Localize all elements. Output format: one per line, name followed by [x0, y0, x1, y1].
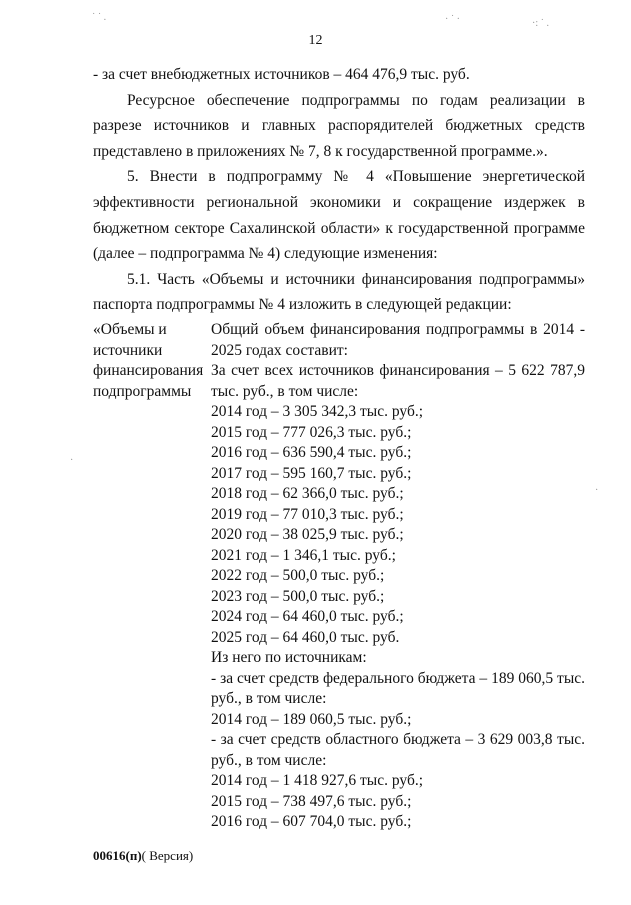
footer-code: 00616(п): [93, 848, 142, 863]
paragraph-5-1: 5.1. Часть «Объемы и источники финансирования подпрограммы» паспорта подпрограммы № 4 изложить в следующей редакции:: [93, 270, 585, 314]
financing-line: 2014 год – 1 418 927,6 тыс. руб.;: [211, 772, 424, 789]
document-body: [93, 62, 585, 318]
financing-line: 2025 год – 64 460,0 тыс. руб.: [211, 628, 400, 646]
financing-line: Из него по источникам:: [211, 649, 367, 666]
scan-speck: ·: [70, 455, 74, 466]
financing-line: 2019 год – 77 010,3 тыс. руб.;: [211, 505, 404, 523]
financing-line: 2015 год – 777 026,3 тыс. руб.;: [211, 423, 412, 441]
financing-line: 2014 год – 189 060,5 тыс. руб.;: [211, 710, 412, 728]
scan-speck: · ˙ ·: [445, 14, 460, 25]
financing-line: 2022 год – 500,0 тыс. руб.;: [211, 567, 385, 584]
paragraph-5: 5. Внести в подпрограмму № 4 «Повышение энергетической эффективности региональной экономики и сокращение издержек в бюджетном секторе Сахалинской области» к государственной программе (далее – подпрограмма № 4) следующие изменения:: [93, 168, 585, 263]
financing-line: Общий объем финансирования подпрограммы в 2014 - 2025 годах составит:: [211, 321, 585, 359]
page-number: 12: [308, 33, 323, 48]
financing-row: [93, 320, 585, 833]
scan-speck: ·: ˙ .: [532, 18, 549, 29]
financing-line: 2018 год – 62 366,0 тыс. руб.;: [211, 485, 404, 502]
financing-line: - за счет средств федерального бюджета – 189 060,5 тыс. руб., в том числе:: [211, 669, 585, 707]
footer-version: ( Версия): [141, 848, 194, 863]
financing-line: 2024 год – 64 460,0 тыс. руб.;: [211, 608, 404, 625]
financing-line: 2014 год – 3 305 342,3 тыс. руб.;: [211, 403, 424, 420]
intro-line: - за счет внебюджетных источников – 464 476,9 тыс. руб.: [93, 66, 470, 83]
financing-line: 2021 год – 1 346,1 тыс. руб.;: [211, 546, 396, 564]
scan-speck: ·: [595, 485, 599, 496]
footer: [93, 848, 193, 864]
financing-label: «Объемы и источники финансирования подпрограммы: [93, 321, 204, 400]
financing-line: - за счет средств областного бюджета – 3 629 003,8 тыс. руб., в том числе:: [211, 731, 585, 769]
financing-details: [211, 320, 585, 833]
financing-line: 2015 год – 738 497,6 тыс. руб.;: [211, 792, 412, 810]
financing-line: 2017 год – 595 160,7 тыс. руб.;: [211, 464, 412, 482]
financing-line: 2023 год – 500,0 тыс. руб.;: [211, 587, 385, 605]
paragraph-resource: Ресурсное обеспечение подпрограммы по годам реализации в разрезе источников и главных распорядителей бюджетных средств представлено в приложениях № 7, 8 к государственной программе.».: [93, 91, 585, 160]
scan-speck: ˙ ˙ .: [92, 12, 107, 23]
financing-line: 2016 год – 636 590,4 тыс. руб.;: [211, 444, 412, 461]
financing-line: 2016 год – 607 704,0 тыс. руб.;: [211, 813, 412, 830]
financing-table: [93, 320, 585, 833]
financing-line: 2020 год – 38 025,9 тыс. руб.;: [211, 526, 404, 543]
financing-line: За счет всех источников финансирования – 5 622 787,9 тыс. руб., в том числе:: [211, 362, 585, 400]
